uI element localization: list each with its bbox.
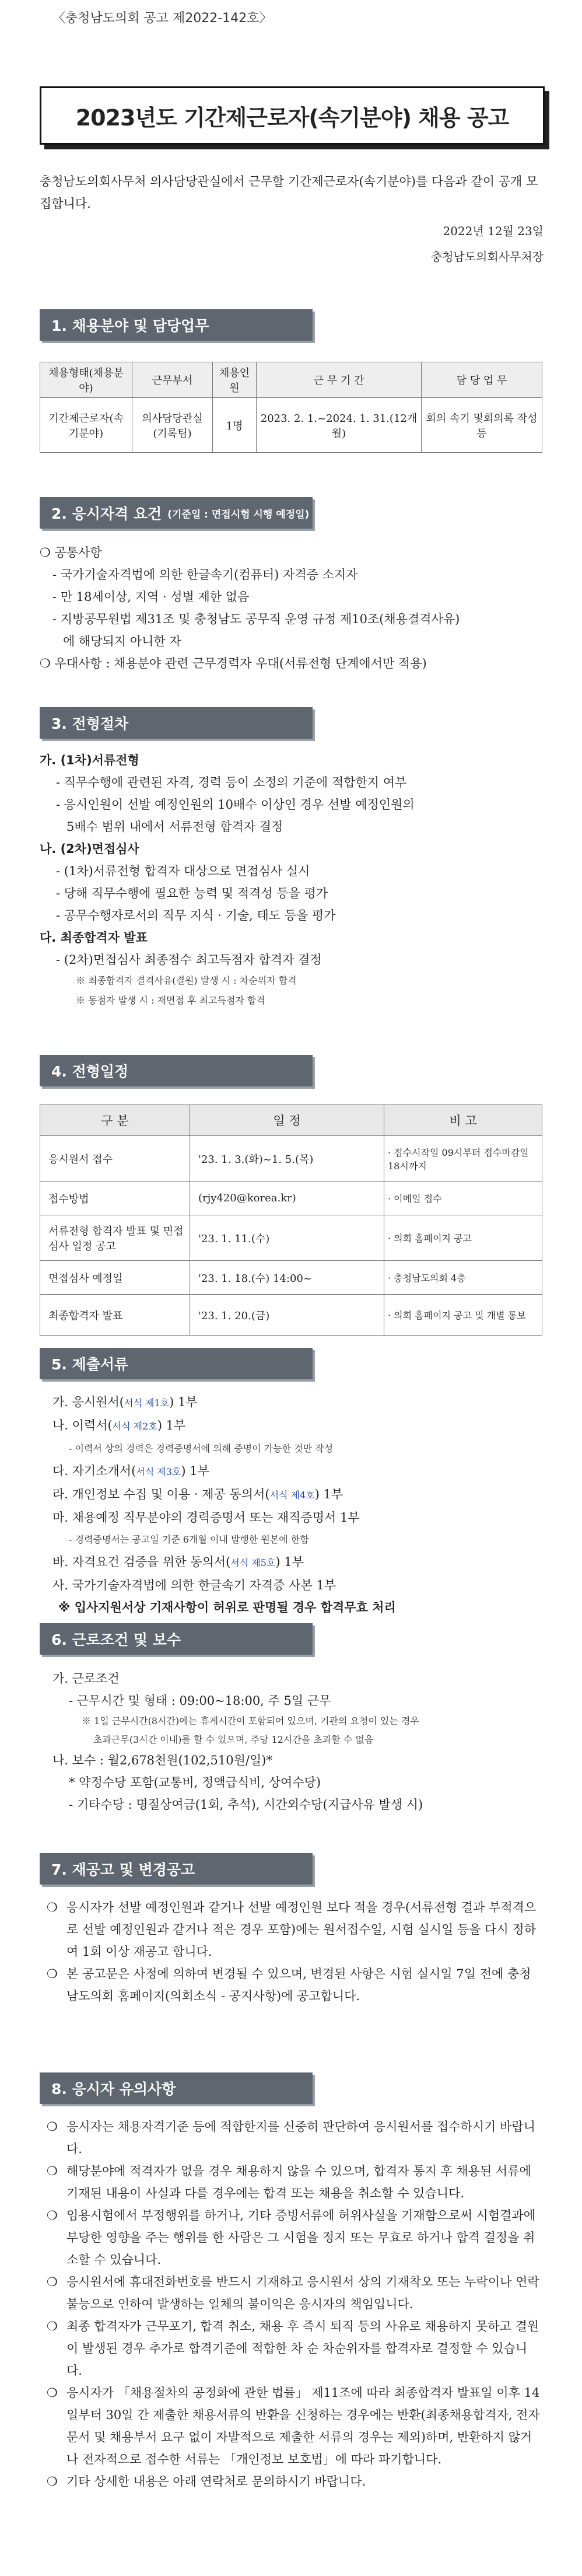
list-item: ❍ 본 공고문은 사정에 의하여 변경될 수 있으며, 변경된 사항은 시험 실시일 7일 전에 충청남도의회 홈페이지(의회소식 - 공지사항)에 공고합니다. [47, 1967, 531, 2003]
section-8-title: 8. 응시자 유의사항 [51, 2081, 176, 2098]
list-item: - 근무시간 및 형태 : 09:00~18:00, 주 5일 근무 [69, 1694, 331, 1708]
note: - 이력서 상의 경력은 경력증명서에 의해 증명이 가능한 것만 작성 [69, 1443, 334, 1454]
page-title-box [40, 86, 545, 145]
list-item: 마. 채용예정 직무분야의 경력증명서 또는 재직증명서 1부 [52, 1511, 360, 1525]
table-cell: 기간제근로자(속기분야) [40, 398, 132, 453]
list-item: ❍ 해당분야에 적격자가 없을 경우 채용하지 않을 수 있으며, 합격자 통지 후 채용된 서류에 기재된 내용이 사실과 다를 경우에는 합격 또는 채용을 취소할 수 있습니다. [47, 2164, 531, 2200]
list-item: - 공무수행자로서의 직무 지식 · 기술, 태도 등을 평가 [56, 908, 336, 922]
table-cell: · 의회 홈페이지 공고 [384, 1215, 542, 1261]
section-7-title: 7. 재공고 및 변경공고 [51, 1861, 195, 1878]
form-link[interactable]: 서식 제2호 [112, 1421, 157, 1432]
note: ※ 1일 근무시간(8시간)에는 휴게시간이 포함되어 있으며, 기관의 요청이 있는 경우 [82, 1715, 419, 1726]
table-header: 근무부서 [132, 362, 213, 398]
list-item: ❍ 최종 합격자가 근무포기, 합격 취소, 채용 후 즉시 퇴직 등의 사유로 채용하지 못하고 결원이 발생된 경우 추가로 합격기준에 적합한 차 순 차순위자를 합격자로 결정할 수 있습니다. [47, 2319, 539, 2378]
list-heading: 나. 보수 : 월2,678천원(102,510원/일)* [52, 1753, 272, 1767]
table-cell: '23. 1. 3.(화)~1. 5.(목) [190, 1136, 384, 1182]
list-item: - 지방공무원법 제31조 및 충청남도 공무직 운영 규정 제10조(채용결격사유) [52, 612, 460, 626]
table-header: 채용형태(채용분야) [40, 362, 132, 398]
table-cell: 응시원서 접수 [40, 1136, 190, 1182]
intro-paragraph: 충청남도의회사무처 의사담당관실에서 근무할 기간제근로자(속기분야)를 다음과 같이 공개 모집합니다. [40, 174, 538, 211]
table-header: 채용인원 [213, 362, 257, 398]
section-4-title: 4. 전형일정 [51, 1063, 129, 1080]
list-item: - 국가기술자격법에 의한 한글속기(컴퓨터) 자격증 소지자 [52, 568, 358, 582]
table-cell: · 이메일 접수 [384, 1182, 542, 1215]
form-link[interactable]: 서식 제3호 [136, 1466, 181, 1477]
table-header: 근 무 기 간 [257, 362, 422, 398]
issuer: 충청남도의회사무처장 [430, 250, 544, 264]
list-item: 에 해당되지 아니한 자 [63, 634, 181, 648]
note: 초과근무(3시간 이내)를 할 수 있으며, 주당 12시간을 초과할 수 없음 [93, 1734, 374, 1745]
section-2-heading [40, 497, 313, 529]
form-link[interactable]: 서식 제5호 [230, 1557, 276, 1568]
table-cell: 서류전형 합격자 발표 및 면접심사 일정 공고 [40, 1215, 190, 1261]
table-cell: 회의 속기 및회의록 작성 등 [422, 398, 542, 453]
list-item: - 직무수행에 관련된 자격, 경력 등이 소정의 기준에 적합한지 여부 [56, 775, 407, 789]
section-8-body [47, 2116, 542, 2493]
note: ※ 동점자 발생 시 : 재면접 후 최고득점자 합격 [76, 995, 265, 1006]
table-cell: 의사담당관실(기록팀) [132, 398, 213, 453]
table-cell: 접수방법 [40, 1182, 190, 1215]
table-header: 담 당 업 무 [422, 362, 542, 398]
list-item: ❍ 우대사항 : 채용분야 관련 근무경력자 우대(서류전형 단계에서만 적용) [40, 656, 427, 670]
section-7-body [47, 1896, 542, 2007]
section-8-heading [40, 2072, 313, 2104]
list-item: 나. 이력서(서식 제2호) 1부 [52, 1418, 186, 1432]
page-title: 2023년도 기간제근로자(속기분야) 채용 공고 [75, 104, 509, 131]
list-item: 5배수 범위 내에서 서류전형 합격자 결정 [66, 820, 283, 834]
section-3-body [40, 749, 547, 1011]
table-cell: 면접심사 예정일 [40, 1261, 190, 1295]
table-header: 구 분 [40, 1105, 190, 1136]
section-5-heading [40, 1348, 313, 1379]
note: - 경력증명서는 공고일 기준 6개월 이내 발행한 원본에 한함 [69, 1534, 309, 1545]
list-heading: 가. (1차)서류전형 [40, 753, 139, 767]
list-item: - 당해 직무수행에 필요한 능력 및 적격성 등을 평가 [56, 886, 328, 900]
section-3-heading [40, 707, 313, 739]
list-item: - 만 18세이상, 지역 · 성별 제한 없음 [52, 590, 250, 604]
list-item: 사. 국가기술자격법에 의한 한글속기 자격증 사본 1부 [52, 1578, 336, 1592]
list-item: ❍ 응시자는 채용자격기준 등에 적합한지를 신중히 판단하여 응시원서를 접수하시기 바랍니다. [47, 2120, 535, 2156]
list-heading: 다. 최종합격자 발표 [40, 931, 148, 945]
section-2-title: 2. 응시자격 요건 [51, 505, 162, 522]
section-6-title: 6. 근로조건 및 보수 [51, 1631, 181, 1648]
table-header: 일 정 [190, 1105, 384, 1136]
list-item: 라. 개인정보 수집 및 이용 · 제공 동의서(서식 제4호) 1부 [52, 1487, 343, 1501]
section-2-body [40, 541, 547, 674]
notice-number: 〈충청남도의회 공고 제2022-142호〉 [52, 11, 272, 26]
table-cell: '23. 1. 11.(수) [190, 1215, 384, 1261]
section-4-heading [40, 1055, 313, 1086]
list-item: ❍ 기타 상세한 내용은 아래 연락처로 문의하시기 바랍니다. [47, 2474, 366, 2488]
table-cell: '23. 1. 18.(수) 14:00~ [190, 1261, 384, 1295]
list-item: ❍ 응시자가 「채용절차의 공정화에 관한 법률」 제11조에 따라 최종합격자 발표일 이후 14일부터 30일 간 제출한 채용서류의 반환을 신청하는 경우에는 반환(최종채용합격자, 전자문서 및 채용부서 요구 없이 자발적으로 제출한 서류의 경우는 제외)하며, 반환하지 않거나 전자적으로 접수한 서류는 「개인정보 보호법」에 따라 파기합니다. [47, 2386, 540, 2466]
table-cell: · 충청남도의회 4층 [384, 1261, 542, 1295]
table-cell: 최종합격자 발표 [40, 1295, 190, 1336]
list-item: * 약정수당 포함(교통비, 정액급식비, 상여수당) [69, 1775, 321, 1789]
note: ※ 입사지원서상 기재사항이 허위로 판명될 경우 합격무효 처리 [58, 1600, 396, 1614]
table-cell: · 접수시작일 09시부터 접수마감일 18시까지 [384, 1136, 542, 1182]
list-item: 가. 응시원서(서식 제1호) 1부 [52, 1395, 198, 1409]
section-7-heading [40, 1853, 313, 1885]
note: ※ 최종합격자 결격사유(결원) 발생 시 : 차순위자 합격 [76, 975, 297, 986]
list-item: ❍ 응시자가 선발 예정인원과 같거나 선발 예정인원 보다 적을 경우(서류전형 결과 부적격으로 선발 예정인원과 같거나 적은 경우 포함)에는 원서접수일, 시험 실시일 등을 다시 정하여 1회 이상 재공고 합니다. [47, 1900, 537, 1959]
table-cell: (rjy420@korea.kr) [190, 1182, 384, 1215]
list-item: 다. 자기소개서(서식 제3호) 1부 [52, 1464, 209, 1478]
table-cell: '23. 1. 20.(금) [190, 1295, 384, 1336]
list-item: 바. 자격요건 검증을 위한 동의서(서식 제5호) 1부 [52, 1555, 304, 1569]
form-link[interactable]: 서식 제1호 [124, 1397, 170, 1408]
list-item: ❍ 응시원서에 휴대전화번호를 반드시 기재하고 응시원서 상의 기재착오 또는 누락이나 연락 불능으로 인하여 발생하는 일체의 불이익은 응시자의 책임입니다. [47, 2275, 539, 2311]
form-link[interactable]: 서식 제4호 [269, 1490, 315, 1501]
table-header: 비 고 [384, 1105, 542, 1136]
list-item: ❍ 공통사항 [40, 546, 102, 560]
list-item: - 응시인원이 선발 예정인원의 10배수 이상인 경우 선발 예정인원의 [56, 798, 415, 812]
list-item: - (1차)서류전형 합격자 대상으로 면접심사 실시 [56, 864, 310, 878]
recruitment-table [40, 362, 542, 453]
section-1-title: 1. 채용분야 및 담당업무 [51, 317, 209, 334]
table-cell: · 의회 홈페이지 공고 및 개별 통보 [384, 1295, 542, 1336]
section-5-body [52, 1391, 560, 1619]
list-heading: 가. 근로조건 [52, 1672, 120, 1686]
section-3-title: 3. 전형절차 [51, 715, 129, 732]
list-item: ❍ 임용시험에서 부정행위를 하거나, 기타 증빙서류에 허위사실을 기재함으로써 시험결과에 부당한 영향을 주는 행위를 한 사람은 그 시험을 정지 또는 무효로 하거나 합격 결정을 취소할 수 있습니다. [47, 2208, 535, 2267]
table-cell: 2023. 2. 1.~2024. 1. 31.(12개월) [257, 398, 422, 453]
section-2-subtitle: (기준일 : 면접시험 시행 예정일) [167, 508, 310, 520]
list-item: - 기타수당 : 명절상여금(1회, 추석), 시간외수당(지급사유 발생 시) [69, 1798, 423, 1812]
table-cell: 1명 [213, 398, 257, 453]
section-6-body [52, 1668, 560, 1816]
section-1-heading [40, 309, 313, 341]
list-heading: 나. (2차)면접심사 [40, 842, 139, 856]
notice-date: 2022년 12월 23일 [443, 224, 544, 238]
section-6-heading [40, 1623, 313, 1655]
list-item: - (2차)면접심사 최종점수 최고득점자 합격자 결정 [56, 953, 322, 967]
section-5-title: 5. 제출서류 [51, 1356, 129, 1373]
schedule-table [40, 1105, 542, 1336]
